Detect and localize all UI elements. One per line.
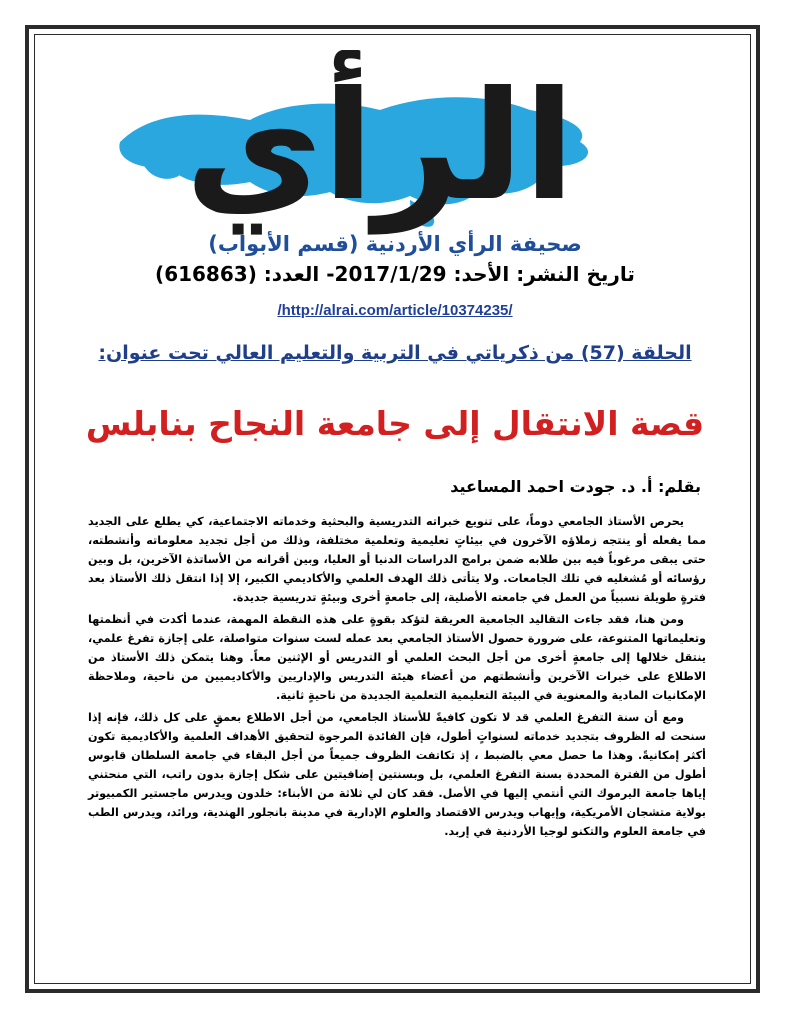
paragraph: يحرص الأستاذ الجامعي دوماً، على تنويع خبراته التدريسية والبحثية وخدماته الاجتماعية، كي يطلع على الجديد مما يفعله أو ينتجه زملاؤه الآخرون في بيئاتٍ تعليمية وتعلمية مختلفة، وذلك من أجل تجديد معلوماته وأنشطته، حتى يبقى مرغوباً فيه بين طلابه ضمن برامج الدراسات الدنيا أو العليا، وبين أقرانه من الأساتذة الآخرين، بل وبين رؤسائه أو مُشغليه في تلك الجامعات. ولا يتأتى ذلك الهدف العلمي والأكاديمي الكبير، إلا إذا انتقل ذلك الأستاذ بعد فترةٍ طويلة نسبياً من العمل في جامعته الأصلية، إلى جامعةٍ أخرى وبيئةٍ تدريسية جديدة.: [88, 515, 706, 604]
alrai-logo: [110, 50, 610, 240]
byline: بقلم: أ. د. جودت احمد المساعيد: [450, 477, 701, 496]
article-link[interactable]: /http://alrai.com/article/10374235/: [277, 302, 513, 319]
paragraph: ومن هنا، فقد جاءت التقاليد الجامعية العريقة لتؤكد بقوةٍ على هذه النقطة المهمة، عندما أكدت في أنظمتها وتعليماتها المتنوعة، على ضرورة حصول الأستاذ الجامعي بعد عمله لست سنوات متواصلة، على إجازة تفرغ علمي، ينتقل خلالها إلى جامعةٍ أخرى من أجل البحث العلمي أو التدريس أو الإثنين معاً. وهنا يتمكن ذلك الأستاذ من الاطلاع على خبرات الآخرين وأنشطتهم من أعضاء هيئة التدريس والإداريين والأكاديميين من ناحية، وملاحظة الإمكانيات المادية والمعنوية في البيئة التعليمية التعلمية الجديدة من ناحيةٍ ثانية.: [88, 613, 706, 702]
paragraph: ومع أن سنة التفرغ العلمي قد لا تكون كافيةً للأستاذ الجامعي، من أجل الاطلاع بعمقٍ على كل ذلك، فإنه إذا سنحت له الظروف بتجديد خدماته لسنواتٍ أطول، فإن الفائدة المرجوة لتحقيق الأهداف العلمية والأكاديمية تكون أكثر إمكانيةً. وهذا ما حصل معي بالضبط ، إذ تكاتفت الظروف جميعاً من أجل البقاء في جامعة السلطان قابوس أطول من الفترة المحددة بسنة التفرغ العلمي، بل وبسنتين إضافيتين على شكل إجازة بدون راتب، التي منحتني إياها جامعة اليرموك التي أنتمي إليها في الأصل. فقد كان لي ثلاثة من الأبناء: خلدون ويدرس ماجستير الكمبيوتر بولاية متشجان الأمريكية، وإيهاب ويدرس الاقتصاد والعلوم الإدارية في مدينة بانجلور الهندية، ورائد، ويدرس الطب في جامعة العلوم والتكنو لوجيا الأردنية في إربد.: [88, 711, 706, 838]
article-body: [88, 512, 706, 844]
newspaper-name: صحيفة الرأي الأردنية (قسم الأبواب): [208, 232, 582, 256]
article-headline: قصة الانتقال إلى جامعة النجاح بنابلس: [85, 404, 705, 443]
logo-lettering: الرأي: [185, 60, 575, 234]
publication-date: تاريخ النشر: الأحد: 2017/1/29- العدد: (616863): [155, 262, 635, 286]
series-title: الحلقة (57) من ذكرياتي في التربية والتعليم العالي تحت عنوان:: [98, 342, 692, 364]
